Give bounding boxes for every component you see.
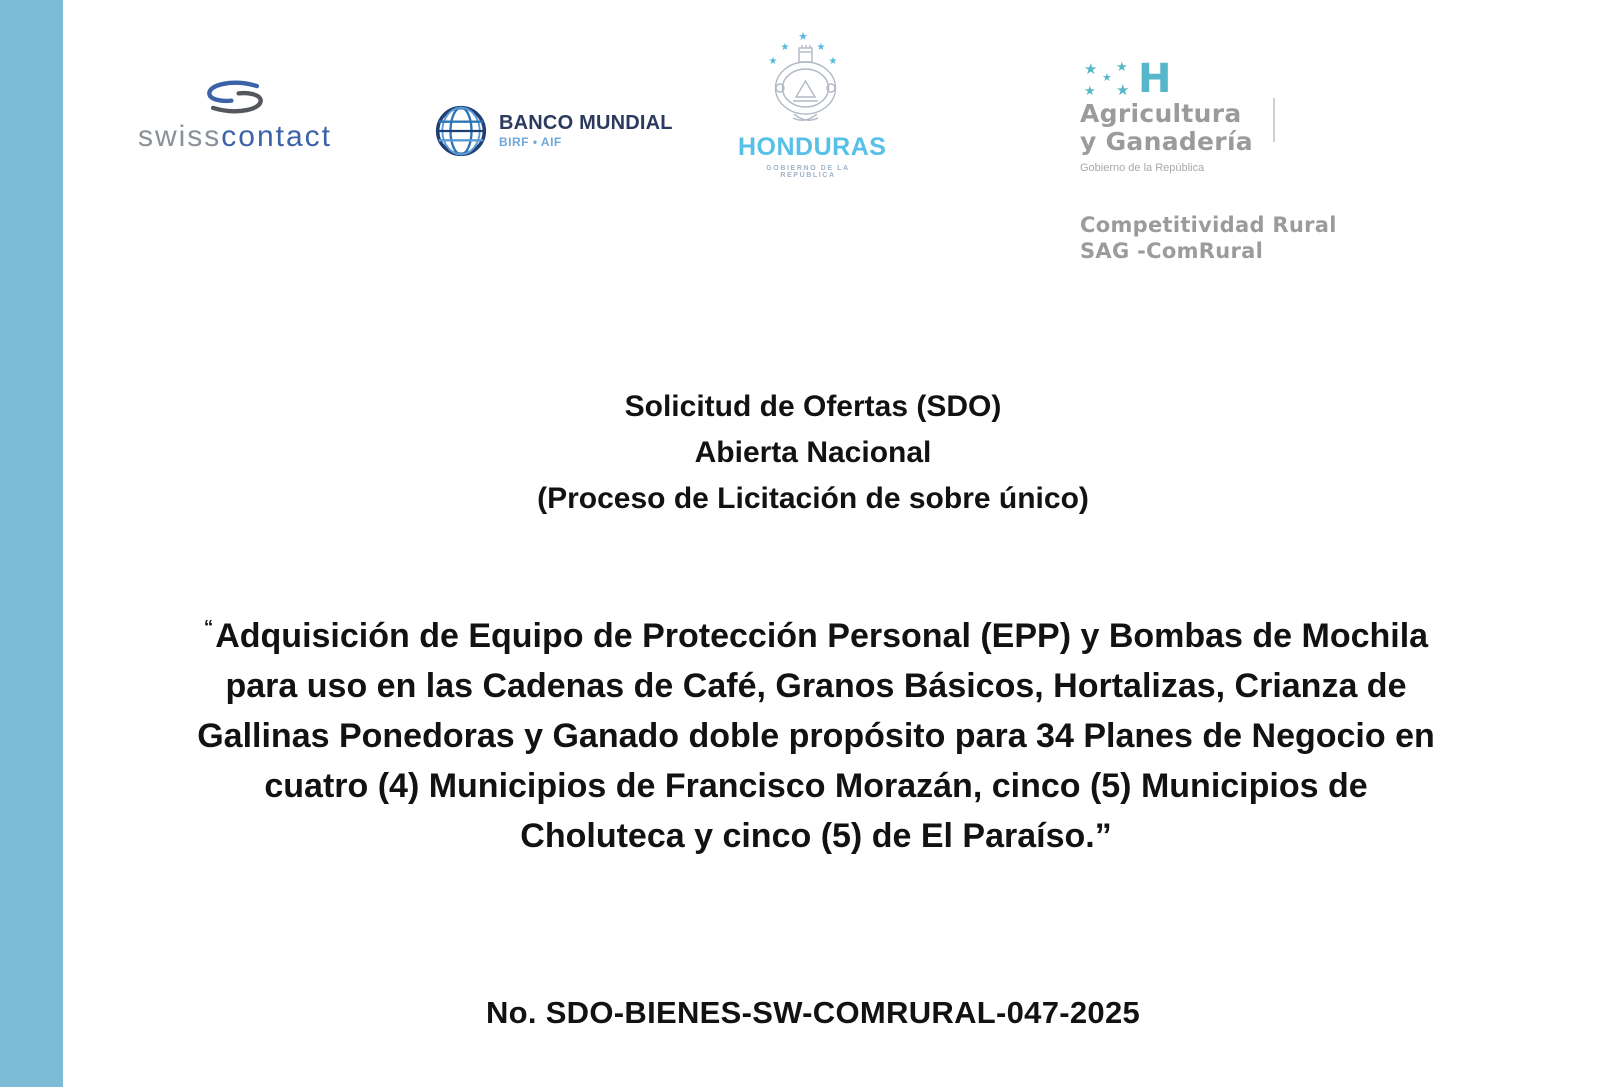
five-stars-icon bbox=[1082, 58, 1202, 100]
star-icon: ★ bbox=[1116, 82, 1130, 99]
swisscontact-wordmark bbox=[120, 120, 350, 154]
svg-text:★: ★ bbox=[828, 56, 838, 67]
program-name-line2: SAG -ComRural bbox=[1080, 239, 1264, 264]
closing-quote: ” bbox=[1094, 817, 1112, 855]
star-icon: ★ bbox=[1084, 61, 1098, 78]
swisscontact-word-swiss: swiss bbox=[137, 120, 222, 153]
star-icon: ★ bbox=[1102, 72, 1112, 84]
s-swoosh-icon bbox=[196, 80, 274, 114]
swisscontact-logo bbox=[120, 80, 350, 154]
star-icon: ★ bbox=[1084, 83, 1096, 98]
heading-line-2: Abierta Nacional bbox=[694, 436, 932, 469]
reference-number: No. SDO-BIENES-SW-COMRURAL-047-2025 bbox=[485, 995, 1141, 1030]
honduras-caption: GOBIERNO DE LA REPÚBLICA bbox=[766, 165, 850, 179]
svg-text:★: ★ bbox=[768, 56, 778, 67]
opening-quote: “ bbox=[203, 616, 214, 637]
svg-text:★: ★ bbox=[780, 42, 790, 53]
sag-monogram: H bbox=[1138, 56, 1172, 102]
sag-ministry-line2: y Ganadería bbox=[1080, 127, 1253, 156]
svg-text:★: ★ bbox=[798, 31, 808, 43]
sag-comrural-logo bbox=[1080, 58, 1500, 265]
sag-ministry-line1: Agricultura bbox=[1080, 99, 1242, 128]
program-name-line1: Competitividad Rural bbox=[1080, 213, 1337, 237]
sag-logo-divider bbox=[1273, 98, 1275, 142]
left-accent-bar bbox=[0, 0, 63, 1087]
heading-line-3: (Proceso de Licitación de sobre único) bbox=[537, 482, 1089, 515]
sag-ministry-caption: Gobierno de la República bbox=[1080, 162, 1205, 174]
heading-line-1: Solicitud de Ofertas (SDO) bbox=[624, 390, 1002, 423]
honduras-country-name: HONDURAS bbox=[738, 133, 887, 161]
globe-icon bbox=[433, 103, 489, 159]
world-bank-title: BANCO MUNDIAL bbox=[499, 112, 673, 135]
world-bank-logo bbox=[433, 103, 673, 159]
document-heading bbox=[63, 384, 1563, 522]
svg-text:★: ★ bbox=[816, 42, 826, 53]
contract-title bbox=[181, 602, 1451, 861]
world-bank-subtitle: BIRF • AIF bbox=[499, 135, 562, 150]
contract-title-text: Adquisición de Equipo de Protección Personal (EPP) y Bombas de Mochila para uso en las Cadenas de Café, Granos Básicos, Hortalizas, Crianza de Gallinas Ponedoras y Ganado doble propósito para 34 Planes de Negocio en cuatro (4) Municipios de Francisco Morazán, cinco (5) Municipios de Choluteca y cinco (5) de El Paraíso. bbox=[197, 617, 1435, 855]
star-icon: ★ bbox=[1116, 59, 1128, 74]
swisscontact-word-contact: contact bbox=[221, 120, 333, 153]
coat-of-arms-icon bbox=[758, 26, 858, 126]
honduras-logo bbox=[738, 26, 887, 179]
